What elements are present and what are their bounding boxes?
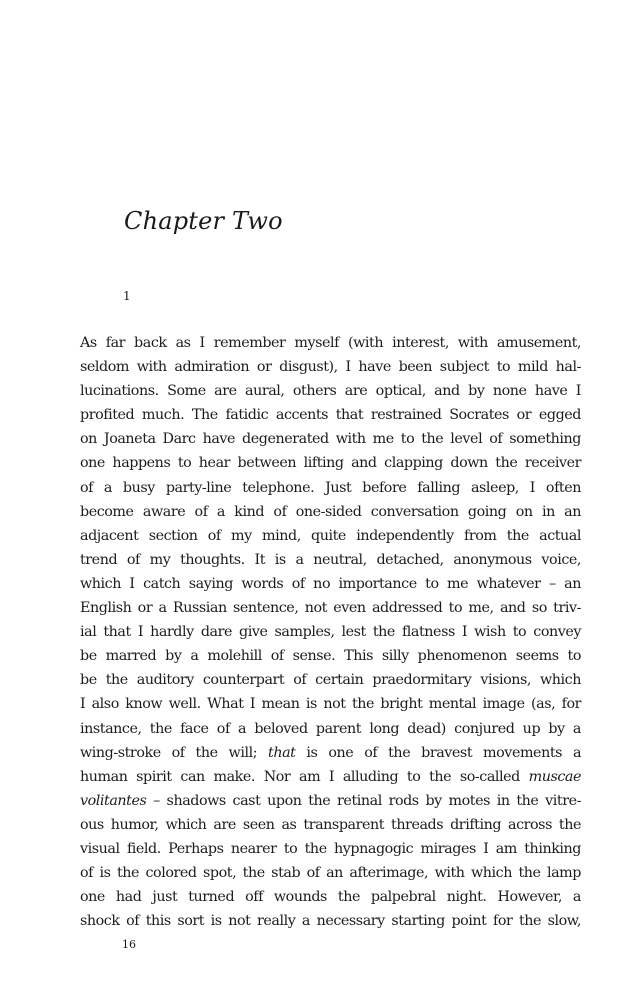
text-line: lucinations. Some are aural, others are optical, and by none have I xyxy=(80,383,581,400)
text-line xyxy=(80,789,581,813)
text-line: one had just turned off wounds the palpebral night. However, a xyxy=(80,889,581,906)
text-line: As far back as I remember myself (with interest, with amusement, xyxy=(80,335,581,351)
text-segment: human spirit can make. Nor am I alluding to the so-called xyxy=(80,768,520,785)
text-line: one happens to hear between lifting and clapping down the receiver xyxy=(80,455,581,472)
text-line: English or a Russian sentence, not even addressed to me, and so triv- xyxy=(80,600,581,617)
text-segment: is one of the bravest movements a xyxy=(306,744,582,761)
chapter-title: Chapter Two xyxy=(124,207,283,235)
text-line: ous humor, which are seen as transparent threads drifting across the xyxy=(80,816,581,833)
text-line xyxy=(80,741,581,765)
text-line: profited much. The fatidic accents that restrained Socrates or egged xyxy=(80,407,581,424)
text-line: seldom with admiration or disgust), I have been subject to mild hal- xyxy=(80,359,581,376)
text-segment: wing-stroke of the will; xyxy=(80,744,258,761)
text-line: ial that I hardly dare give samples, lest the flatness I wish to convey xyxy=(80,624,581,641)
text-segment: – shadows cast upon the retinal rods by motes in the vitre- xyxy=(153,792,581,809)
text-line xyxy=(80,765,581,789)
section-number: 1 xyxy=(123,289,132,303)
text-line: shock of this sort is not really a necessary starting point for the slow, xyxy=(80,913,581,930)
text-line: I also know well. What I mean is not the bright mental image (as, for xyxy=(80,696,581,713)
text-line: on Joaneta Darc have degenerated with me to the level of something xyxy=(80,431,581,448)
text-line: be the auditory counterpart of certain praedormitary visions, which xyxy=(80,672,581,689)
text-line: trend of my thoughts. It is a neutral, detached, anonymous voice, xyxy=(80,551,581,568)
text-line: instance, the face of a beloved parent long dead) conjured up by a xyxy=(80,720,581,737)
text-line: become aware of a kind of one-sided conversation going on in an xyxy=(80,503,581,520)
italic-emphasis: muscae xyxy=(528,768,581,785)
text-line: of is the colored spot, the stab of an afterimage, with which the lamp xyxy=(80,865,581,882)
page-number: 16 xyxy=(122,938,136,951)
text-line: be marred by a molehill of sense. This silly phenomenon seems to xyxy=(80,648,581,665)
italic-emphasis: that xyxy=(268,744,296,761)
text-line: which I catch saying words of no importance to me whatever – an xyxy=(80,575,581,592)
body-paragraph xyxy=(80,331,581,933)
italic-emphasis: volitantes xyxy=(80,792,147,809)
text-line: visual field. Perhaps nearer to the hypnagogic mirages I am thinking xyxy=(80,840,581,857)
text-line: adjacent section of my mind, quite independently from the actual xyxy=(80,527,581,544)
text-line: of a busy party-line telephone. Just before falling asleep, I often xyxy=(80,479,581,496)
